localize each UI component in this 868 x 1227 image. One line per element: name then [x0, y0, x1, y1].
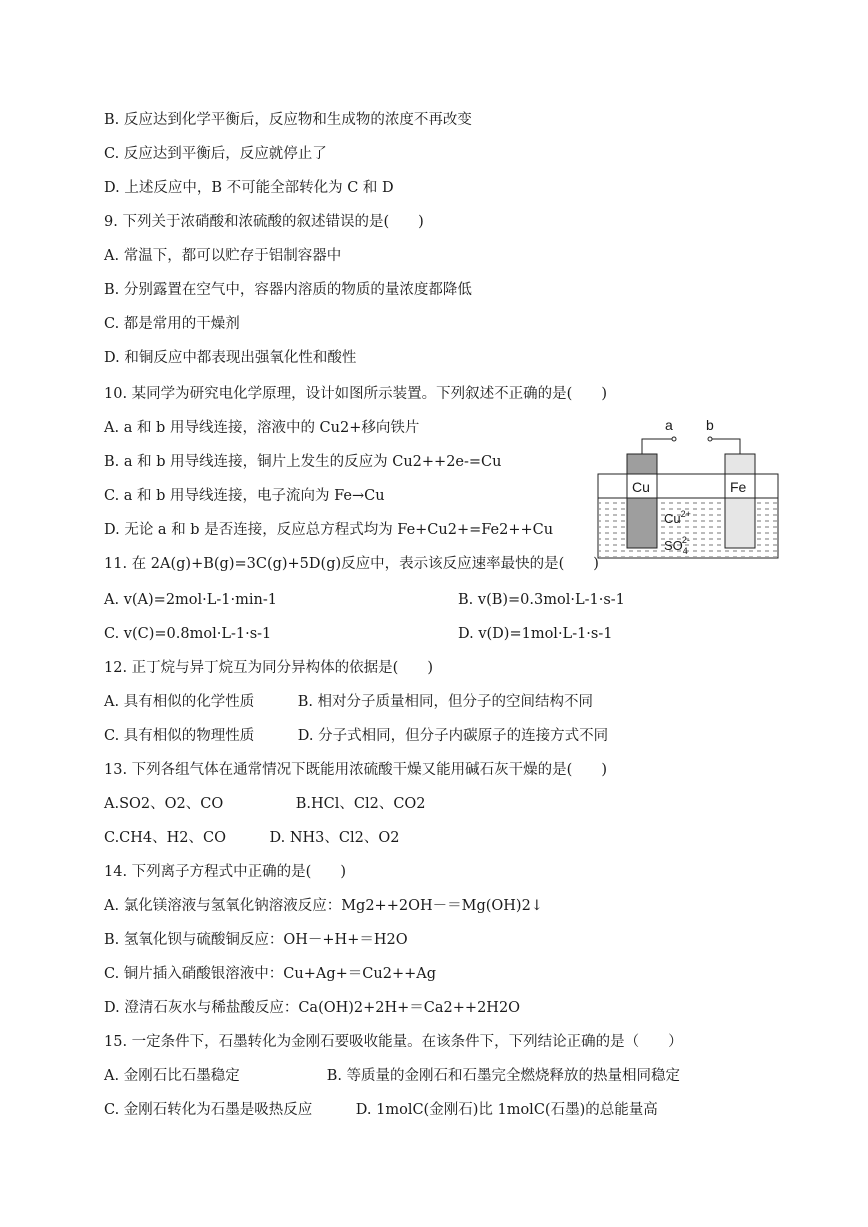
question-12: 12. 正丁烷与异丁烷互为同分异构体的依据是( )	[104, 660, 433, 676]
question-9: 9. 下列关于浓硝酸和浓硫酸的叙述错误的是( )	[104, 214, 424, 230]
cu-electrode	[627, 454, 657, 548]
ion-cu2plus: $Cu^{2+}$	[664, 509, 691, 526]
question-13: 13. 下列各组气体在通常情况下既能用浓硫酸干燥又能用碱石灰干燥的是( )	[104, 762, 607, 778]
options-15ab: A. 金刚石比石墨稳定 B. 等质量的金刚石和石墨完全燃烧释放的热量相同稳定	[104, 1068, 681, 1084]
terminal-b	[708, 437, 712, 441]
option-11a: A. v(A)=2mol·L-1·min-1	[104, 592, 277, 608]
option-14d: D. 澄清石灰水与稀盐酸反应：Ca(OH)2+2H+＝Ca2++2H2O	[104, 1000, 521, 1016]
label-a: a	[665, 417, 673, 433]
label-fe: Fe	[730, 479, 747, 495]
options-15cd: C. 金刚石转化为石墨是吸热反应 D. 1molC(金刚石)比 1molC(石墨)的总能量高	[104, 1102, 658, 1118]
option-9c: C. 都是常用的干燥剂	[104, 316, 240, 332]
option-9b: B. 分别露置在空气中，容器内溶质的物质的量浓度都降低	[104, 282, 472, 298]
option-14a: A. 氯化镁溶液与氢氧化钠溶液反应：Mg2++2OH－＝Mg(OH)2↓	[104, 898, 543, 914]
option-11d: D. v(D)=1mol·L-1·s-1	[458, 626, 613, 642]
option-9d: D. 和铜反应中都表现出强氧化性和酸性	[104, 350, 357, 366]
option-10b: B. a 和 b 用导线连接，铜片上发生的反应为 Cu2++2e-=Cu	[104, 454, 502, 470]
question-11: 11. 在 2A(g)+B(g)=3C(g)+5D(g)反应中，表示该反应速率最快的是( )	[104, 556, 599, 572]
option-14c: C. 铜片插入硝酸银溶液中：Cu+Ag+＝Cu2++Ag	[104, 966, 436, 982]
option-8c: C. 反应达到平衡后，反应就停止了	[104, 146, 327, 162]
option-14b: B. 氢氧化钡与硫酸铜反应：OH－+H+＝H2O	[104, 932, 408, 948]
wire-a	[642, 439, 672, 454]
option-11c: C. v(C)=0.8mol·L-1·s-1	[104, 626, 272, 642]
question-14: 14. 下列离子方程式中正确的是( )	[104, 864, 346, 880]
wire-b	[712, 439, 740, 454]
electrochemical-cell-diagram	[596, 410, 780, 562]
options-13ab: A.SO2、O2、CO B.HCl、Cl2、CO2	[104, 796, 426, 812]
option-10d: D. 无论 a 和 b 是否连接，反应总方程式均为 Fe+Cu2+=Fe2++Cu	[104, 522, 554, 538]
option-10a: A. a 和 b 用导线连接，溶液中的 Cu2+移向铁片	[104, 420, 420, 436]
label-b: b	[706, 417, 714, 433]
options-12ab: A. 具有相似的化学性质 B. 相对分子质量相同，但分子的空间结构不同	[104, 694, 594, 710]
option-11b: B. v(B)=0.3mol·L-1·s-1	[458, 592, 625, 608]
question-10: 10. 某同学为研究电化学原理，设计如图所示装置。下列叙述不正确的是( )	[104, 386, 607, 402]
options-12cd: C. 具有相似的物理性质 D. 分子式相同，但分子内碳原子的连接方式不同	[104, 728, 609, 744]
fe-electrode	[725, 454, 755, 548]
options-13cd: C.CH4、H2、CO D. NH3、Cl2、O2	[104, 830, 400, 846]
option-8b: B. 反应达到化学平衡后，反应物和生成物的浓度不再改变	[104, 112, 472, 128]
label-cu: Cu	[632, 479, 650, 495]
option-9a: A. 常温下，都可以贮存于铝制容器中	[104, 248, 342, 264]
option-10c: C. a 和 b 用导线连接，电子流向为 Fe→Cu	[104, 488, 385, 504]
option-8d: D. 上述反应中，B 不可能全部转化为 C 和 D	[104, 180, 394, 196]
ion-so4-2minus: $SO_42-$	[664, 535, 690, 556]
terminal-a	[672, 437, 676, 441]
question-15: 15. 一定条件下，石墨转化为金刚石要吸收能量。在该条件下，下列结论正确的是（ ）	[104, 1034, 683, 1050]
